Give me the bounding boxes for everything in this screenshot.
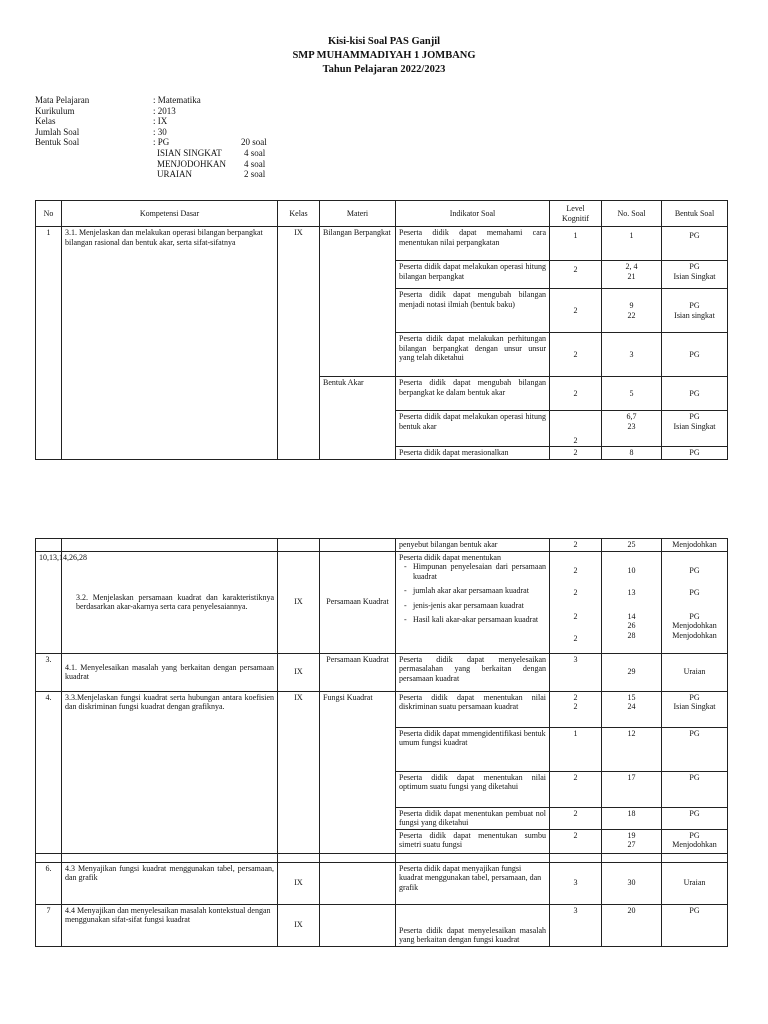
level-cell: 3 bbox=[550, 862, 602, 904]
indikator-cell: Peserta didik dapat menyelesaikan permasalahan yang berkaitan dengan persamaan kuadrat bbox=[396, 653, 550, 691]
materi-cell: Persamaan Kuadrat bbox=[320, 653, 396, 691]
kelas-cell: IX bbox=[278, 227, 320, 460]
level-cell: 2 bbox=[550, 771, 602, 807]
info-label: Kelas bbox=[35, 116, 56, 127]
level-cell: 2 bbox=[550, 447, 602, 460]
bentuk-cell: PG bbox=[662, 771, 728, 807]
col-header: Kelas bbox=[278, 201, 320, 227]
indikator-cell: Peserta didik dapat mengubah bilangan menjadi notasi ilmiah (bentuk baku) bbox=[396, 289, 550, 333]
header-row bbox=[36, 201, 728, 227]
indikator-cell: penyebut bilangan bentuk akar bbox=[396, 539, 550, 552]
kompetensi-dasar: 3.2. Menjelaskan persamaan kuadrat dan karakteristiknya berdasarkan akar-akarnya serta cara penyelesaiannya. bbox=[62, 551, 278, 653]
col-header: Level Kognitif bbox=[550, 201, 602, 227]
bentuk-cell: PG Menjodohkan bbox=[662, 829, 728, 853]
bentuk-cell: PG Isian Singkat bbox=[662, 411, 728, 447]
row-number: 4. bbox=[36, 691, 62, 853]
nosoal-cell: 19 27 bbox=[602, 829, 662, 853]
kompetensi-dasar: 4.4 Menyajikan dan menyelesaikan masalah kontekstual dengan menggunakan sifat-sifat fungsi kuadrat bbox=[62, 904, 278, 946]
indikator-cell: Peserta didik dapat merasionalkan bbox=[396, 447, 550, 460]
kelas-cell: IX bbox=[278, 904, 320, 946]
info-label: Jumlah Soal bbox=[35, 126, 80, 137]
row-number: 1 bbox=[36, 227, 62, 460]
grid-table-1 bbox=[35, 200, 728, 460]
bentuk-cell: PG bbox=[662, 377, 728, 411]
indikator-cell: Peserta didik dapat menyajikan fungsi kuadrat menggunakan tabel, persamaan, dan grafik bbox=[396, 862, 550, 904]
nosoal-cell: 25 bbox=[602, 539, 662, 552]
level-cell: 2 bbox=[550, 829, 602, 853]
kelas-cell: IX bbox=[278, 551, 320, 653]
info-value: : Matematika bbox=[153, 95, 201, 105]
kompetensi-dasar: 3.1. Menjelaskan dan melakukan operasi bilangan berpangkat bilangan rasional dan bentuk akar, serta sifat-sifatnya bbox=[62, 227, 278, 460]
col-header: No bbox=[36, 201, 62, 227]
nosoal-cell: 18 bbox=[602, 807, 662, 829]
info-label: Kurikulum bbox=[35, 105, 75, 116]
list-item: - Hasil kali akar-akar persamaan kuadrat bbox=[401, 615, 546, 625]
level-cell: 2 bbox=[550, 289, 602, 333]
kelas-cell: IX bbox=[278, 862, 320, 904]
level-cell: 2 bbox=[550, 807, 602, 829]
table-row bbox=[36, 862, 728, 904]
col-header: No. Soal bbox=[602, 201, 662, 227]
nosoal-cell: 20 bbox=[602, 904, 662, 946]
level-cell: 2 2 bbox=[550, 691, 602, 727]
row-number: 6. bbox=[36, 862, 62, 904]
indikator-cell bbox=[396, 551, 550, 653]
nosoal-cell: 15 24 bbox=[602, 691, 662, 727]
bentuk-cell: PG PG PG Menjodohkan Menjodohkan bbox=[662, 551, 728, 653]
exam-info bbox=[35, 95, 267, 180]
materi-cell: Bilangan Berpangkat bbox=[320, 227, 396, 377]
table-row bbox=[36, 691, 728, 727]
bentuk-cell: PG bbox=[662, 333, 728, 377]
list-item: - jenis-jenis akar persamaan kuadrat bbox=[401, 601, 546, 611]
nosoal-cell: 17 bbox=[602, 771, 662, 807]
indikator-cell: Peserta didik dapat menentukan nilai optimum suatu fungsi yang diketahui bbox=[396, 771, 550, 807]
bentuk-cell: PG Isian singkat bbox=[662, 289, 728, 333]
row-number: 7 bbox=[36, 904, 62, 946]
nosoal-cell: 10 13 14 26 28 bbox=[602, 551, 662, 653]
nosoal-cell: 6,7 23 bbox=[602, 411, 662, 447]
nosoal-cell: 12 bbox=[602, 727, 662, 771]
indikator-cell: Peserta didik dapat melakukan operasi hitung bilangan berpangkat bbox=[396, 261, 550, 289]
indikator-cell: Peserta didik dapat melakukan operasi hitung bentuk akar bbox=[396, 411, 550, 447]
table-row bbox=[36, 653, 728, 691]
info-value: URAIAN bbox=[157, 169, 192, 180]
bentuk-cell: PG bbox=[662, 447, 728, 460]
col-header: Kompetensi Dasar bbox=[62, 201, 278, 227]
bentuk-cell: PG bbox=[662, 727, 728, 771]
bentuk-cell: PG bbox=[662, 904, 728, 946]
table-row bbox=[36, 539, 728, 552]
kompetensi-dasar: 4.3 Menyajikan fungsi kuadrat menggunakan tabel, persamaan, dan grafik bbox=[62, 862, 278, 904]
level-cell: 3 bbox=[550, 904, 602, 946]
info-count: 2 soal bbox=[244, 169, 266, 180]
bentuk-cell: PG bbox=[662, 227, 728, 261]
nosoal-cell: 30 bbox=[602, 862, 662, 904]
col-header: Indikator Soal bbox=[396, 201, 550, 227]
bentuk-cell: Menjodohkan bbox=[662, 539, 728, 552]
materi-cell: Persamaan Kuadrat bbox=[320, 551, 396, 653]
kompetensi-dasar: 4.1. Menyelesaikan masalah yang berkaitan dengan persamaan kuadrat bbox=[62, 653, 278, 691]
bentuk-cell: Uraian bbox=[662, 653, 728, 691]
col-header: Bentuk Soal bbox=[662, 201, 728, 227]
indikator-cell: Peserta didik dapat menentukan sumbu simetri suatu fungsi bbox=[396, 829, 550, 853]
list-item: - Himpunan penyelesaian dari persamaan kuadrat bbox=[401, 562, 546, 581]
indikator-cell: Peserta didik dapat melakukan perhitungan bilangan berpangkat dengan unsur unsur yang telah diketahui bbox=[396, 333, 550, 377]
kelas-cell: IX bbox=[278, 653, 320, 691]
table-row bbox=[36, 227, 728, 261]
indikator-cell: Peserta didik dapat menyelesaikan masalah yang berkaitan dengan fungsi kuadrat bbox=[396, 904, 550, 946]
nosoal-cell: 5 bbox=[602, 377, 662, 411]
grid-table-2 bbox=[35, 538, 728, 947]
bentuk-cell: PG Isian Singkat bbox=[662, 691, 728, 727]
indikator-cell: Peserta didik dapat memahami cara menentukan nilai perpangkatan bbox=[396, 227, 550, 261]
materi-cell: Bentuk Akar bbox=[320, 377, 396, 460]
kompetensi-dasar: 3.3.Menjelaskan fungsi kuadrat serta hubungan antara koefisien dan diskriminan fungsi kuadrat dengan grafiknya. bbox=[62, 691, 278, 853]
materi-cell: Fungsi Kuadrat bbox=[320, 691, 396, 853]
info-count: 4 soal bbox=[244, 158, 266, 169]
level-cell: 1 bbox=[550, 727, 602, 771]
level-cell: 2 bbox=[550, 539, 602, 552]
level-cell: 2 2 2 2 bbox=[550, 551, 602, 653]
nosoal-cell: 9 22 bbox=[602, 289, 662, 333]
level-cell: 2 bbox=[550, 261, 602, 289]
kelas-cell: IX bbox=[278, 691, 320, 853]
row-number: 3. bbox=[36, 653, 62, 691]
level-cell: 3 bbox=[550, 653, 602, 691]
nosoal-cell: 2, 4 21 bbox=[602, 261, 662, 289]
info-value: : PG bbox=[153, 137, 170, 148]
nosoal-cell: 8 bbox=[602, 447, 662, 460]
indikator-cell: Peserta didik dapat mmengidentifikasi bentuk umum fungsi kuadrat bbox=[396, 727, 550, 771]
level-cell: 2 bbox=[550, 377, 602, 411]
info-value: ISIAN SINGKAT bbox=[157, 147, 222, 158]
nosoal-cell: 3 bbox=[602, 333, 662, 377]
level-cell: 1 bbox=[550, 227, 602, 261]
list-item: - jumlah akar akar persamaan kuadrat bbox=[401, 586, 546, 596]
info-value: : 2013 bbox=[153, 105, 176, 116]
indikator-cell: Peserta didik dapat menentukan pembuat nol fungsi yang diketahui bbox=[396, 807, 550, 829]
doc-title: Kisi-kisi Soal PAS Ganjil bbox=[327, 36, 441, 47]
info-value: : IX bbox=[153, 116, 168, 127]
indikator-cell: Peserta didik dapat mengubah bilangan berpangkat ke dalam bentuk akar bbox=[396, 377, 550, 411]
academic-year: Tahun Pelajaran 2022/2023 bbox=[322, 64, 446, 75]
level-cell: 2 bbox=[550, 333, 602, 377]
info-label: Mata Pelajaran bbox=[35, 95, 90, 105]
nosoal-cell: 29 bbox=[602, 653, 662, 691]
info-value: MENJODOHKAN bbox=[157, 158, 226, 169]
table-row bbox=[36, 551, 728, 653]
col-header: Materi bbox=[320, 201, 396, 227]
indikator-cell: Peserta didik dapat menentukan nilai diskriminan suatu persamaan kuadrat bbox=[396, 691, 550, 727]
info-value: : 30 bbox=[153, 126, 167, 137]
row-number: 10,13,14,26,28 bbox=[36, 551, 62, 653]
nosoal-cell: 1 bbox=[602, 227, 662, 261]
indikator-head: Peserta didik dapat menentukan bbox=[399, 552, 501, 562]
bentuk-cell: PG Isian Singkat bbox=[662, 261, 728, 289]
info-label: Bentuk Soal bbox=[35, 137, 80, 148]
bentuk-cell: Uraian bbox=[662, 862, 728, 904]
level-cell: 2 bbox=[550, 411, 602, 447]
info-count: 4 soal bbox=[244, 147, 266, 158]
bentuk-cell: PG bbox=[662, 807, 728, 829]
table-row bbox=[36, 853, 728, 862]
info-count: 20 soal bbox=[241, 137, 267, 148]
table-row bbox=[36, 904, 728, 946]
school-name: SMP MUHAMMADIYAH 1 JOMBANG bbox=[292, 50, 476, 61]
